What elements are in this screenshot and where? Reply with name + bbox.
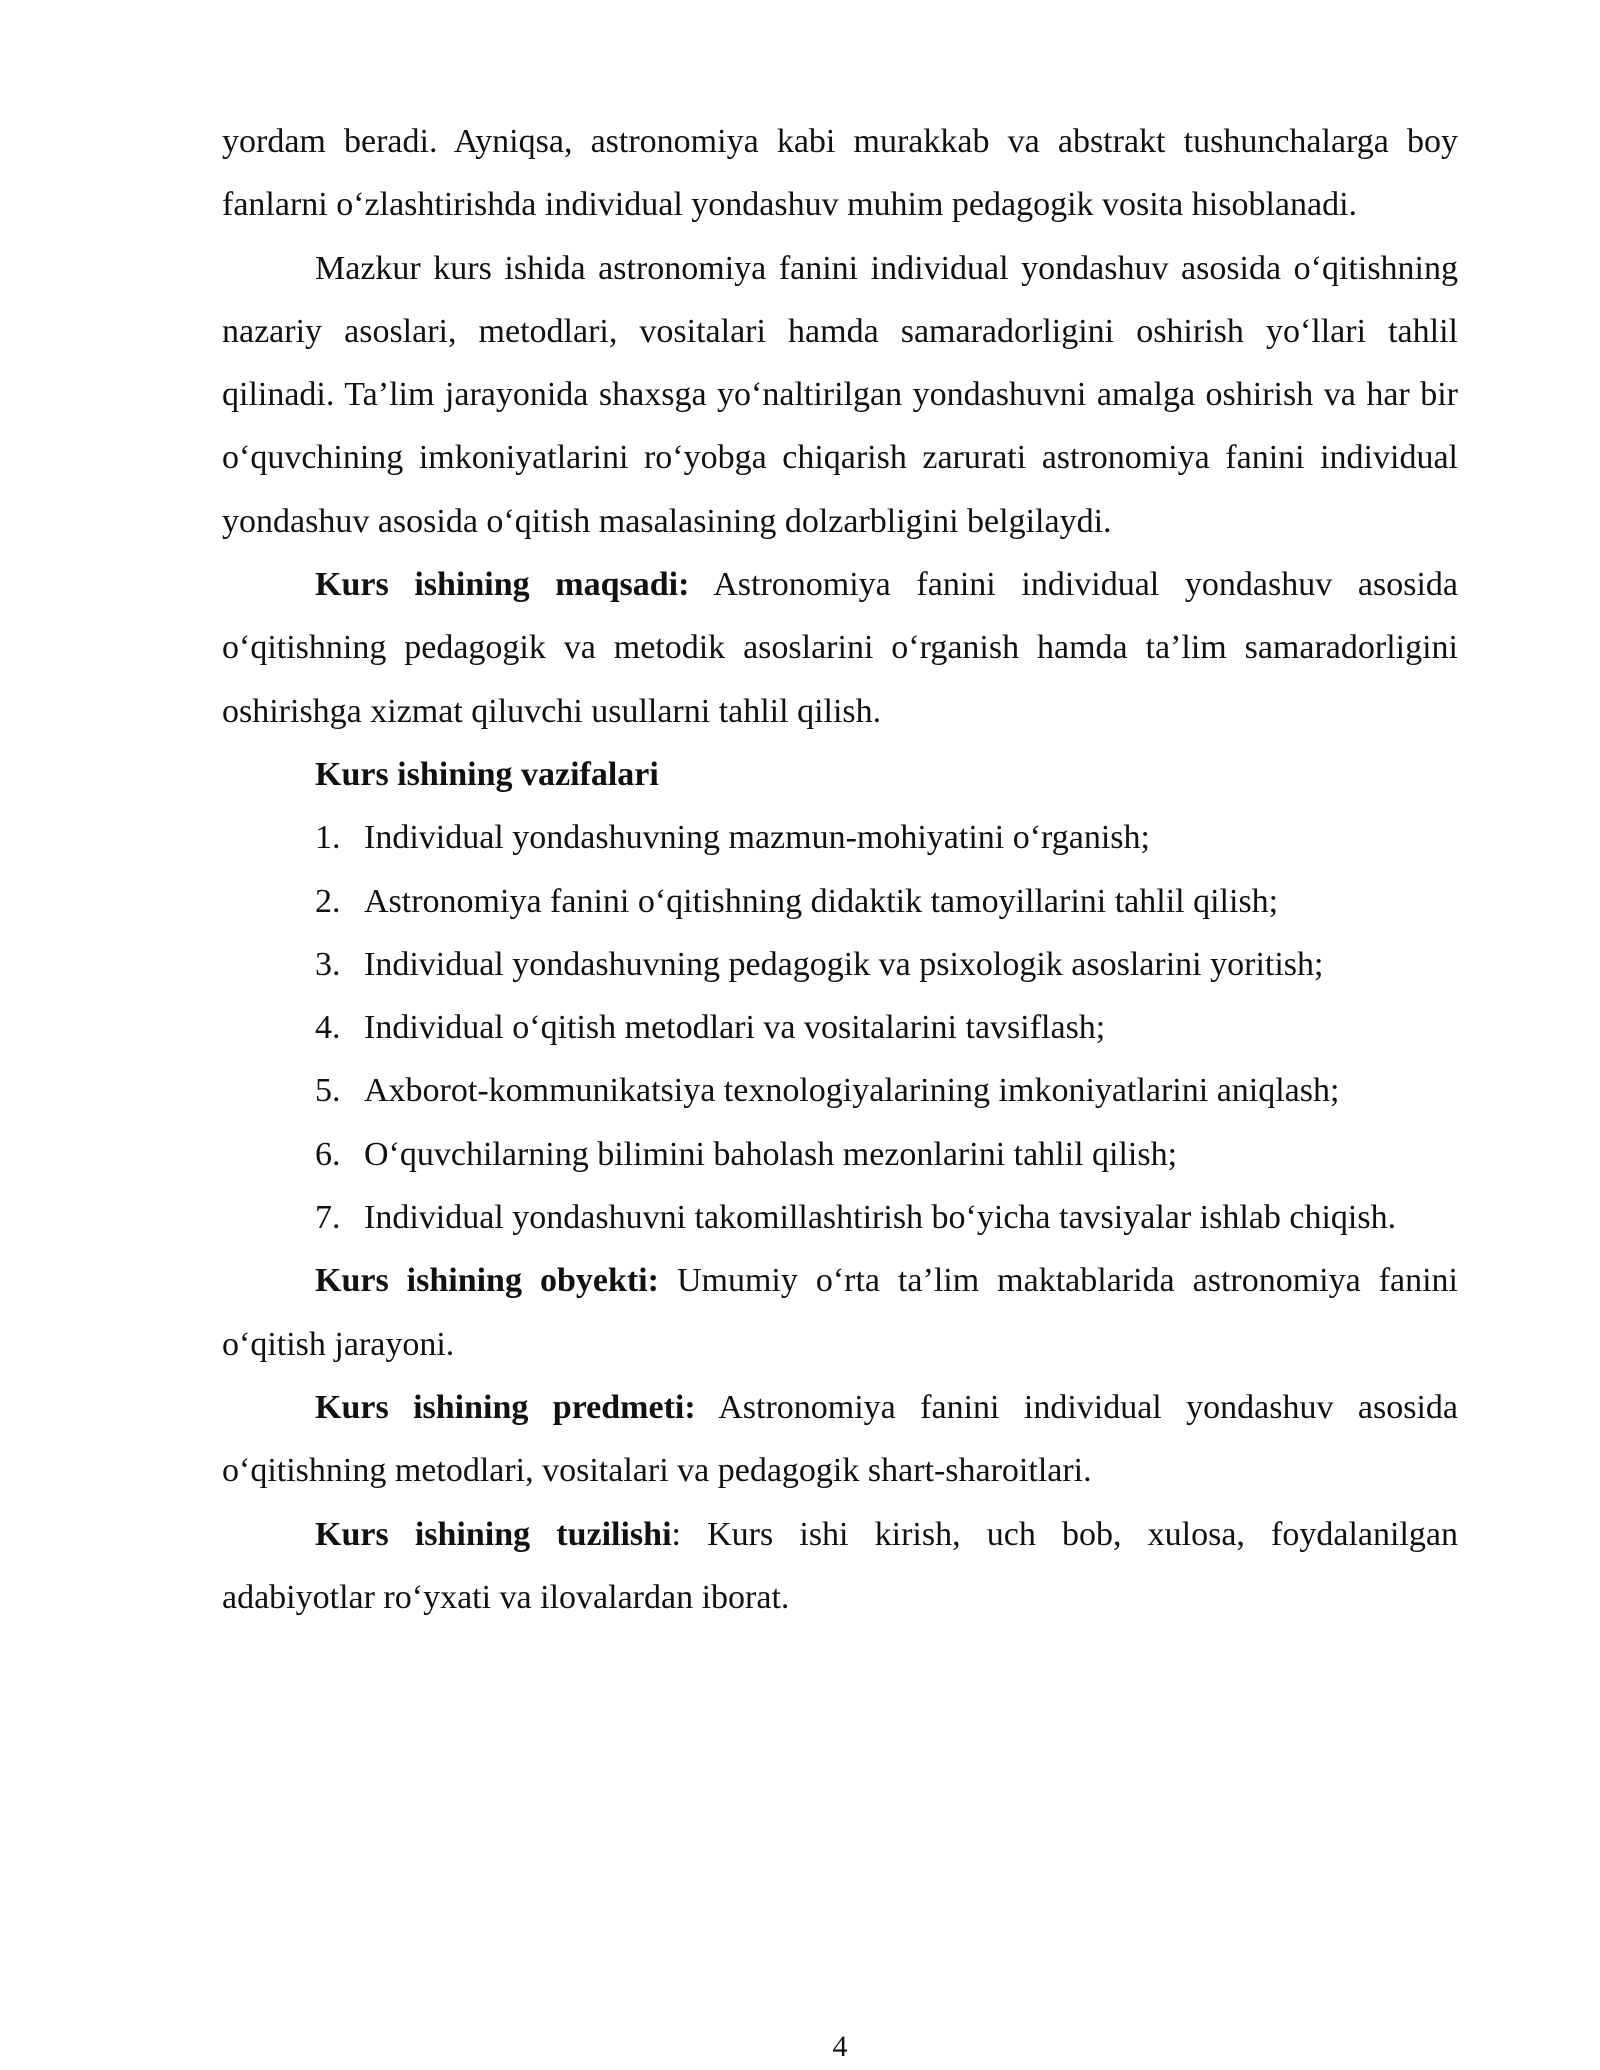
task-number: 2. [315,882,341,920]
task-text: Individual yondashuvning mazmun-mohiyatini o‘rganish; [364,819,1150,857]
goal-label: Kurs ishining maqsadi: [315,566,690,604]
goal-text: Astronomiya fanini individual yondashuv asosida o‘qitishning pedagogik va metodik asoslarini o‘rganish hamda ta’lim samaradorligini oshirishga xizmat qiluvchi usullarni tahlil qilish. [222,566,1458,730]
subject-label: Kurs ishining predmeti: [315,1388,696,1426]
task-text: Individual yondashuvning pedagogik va psixologik asoslarini yoritish; [364,945,1324,983]
task-text: Individual yondashuvni takomillashtirish bo‘yicha tavsiyalar ishlab chiqish. [364,1199,1397,1237]
task-number: 6. [315,1135,341,1173]
task-item [222,1059,1458,1122]
subject-paragraph [222,1376,1458,1503]
task-item [222,933,1458,996]
task-text: Astronomiya fanini o‘qitishning didaktik tamoyillarini tahlil qilish; [364,882,1279,920]
task-text: Individual o‘qitish metodlari va vositalarini tavsiflash; [364,1009,1106,1047]
goal-paragraph [222,553,1458,743]
subject-text: Astronomiya fanini individual yondashuv asosida o‘qitishning metodlari, vositalari va pedagogik shart-sharoitlari. [222,1388,1458,1490]
structure-text: : Kurs ishi kirish, uch bob, xulosa, foydalanilgan adabiyotlar ro‘yxati va ilovalardan iborat. [222,1515,1458,1616]
document-page [222,110,1458,1629]
task-number: 7. [315,1199,341,1237]
page-number: 4 [832,2030,848,2063]
task-text: Axborot-kommunikatsiya texnologiyalarining imkoniyatlarini aniqlash; [364,1072,1340,1110]
tasks-heading: Kurs ishining vazifalari [315,755,659,793]
task-item [222,1123,1458,1186]
structure-label: Kurs ishining tuzilishi [315,1515,672,1553]
object-text: Umumiy o‘rta ta’lim maktablarida astronomiya fanini o‘qitish jarayoni. [222,1262,1458,1363]
task-number: 3. [315,945,341,983]
task-item [222,996,1458,1059]
tasks-list [222,806,1458,1249]
task-item [222,1186,1458,1249]
task-number: 4. [315,1009,341,1047]
task-text: O‘quvchilarning bilimini baholash mezonlarini tahlil qilish; [364,1135,1178,1173]
task-item [222,870,1458,933]
object-label: Kurs ishining obyekti: [315,1262,659,1300]
intro-continuation-paragraph: yordam beradi. Ayniqsa, astronomiya kabi murakkab va abstrakt tushunchalarga boy fanlarni o‘zlashtirishda individual yondashuv muhim pedagogik vosita hisoblanadi. [222,123,1458,224]
structure-paragraph [222,1503,1458,1630]
task-number: 5. [315,1072,341,1110]
object-paragraph [222,1249,1458,1376]
intro-paragraph: Mazkur kurs ishida astronomiya fanini individual yondashuv asosida o‘qitishning nazariy asoslari, metodlari, vositalari hamda samaradorligini oshirish yo‘llari tahlil qilinadi. Ta’lim jarayonida shaxsga yo‘naltirilgan yondashuvni amalga oshirish va har bir o‘quvchining imkoniyatlarini ro‘yobga chiqarish zarurati astronomiya fanini individual yondashuv asosida o‘qitish masalasining dolzarbligini belgilaydi. [222,249,1458,540]
task-item [222,806,1458,869]
task-number: 1. [315,819,341,857]
